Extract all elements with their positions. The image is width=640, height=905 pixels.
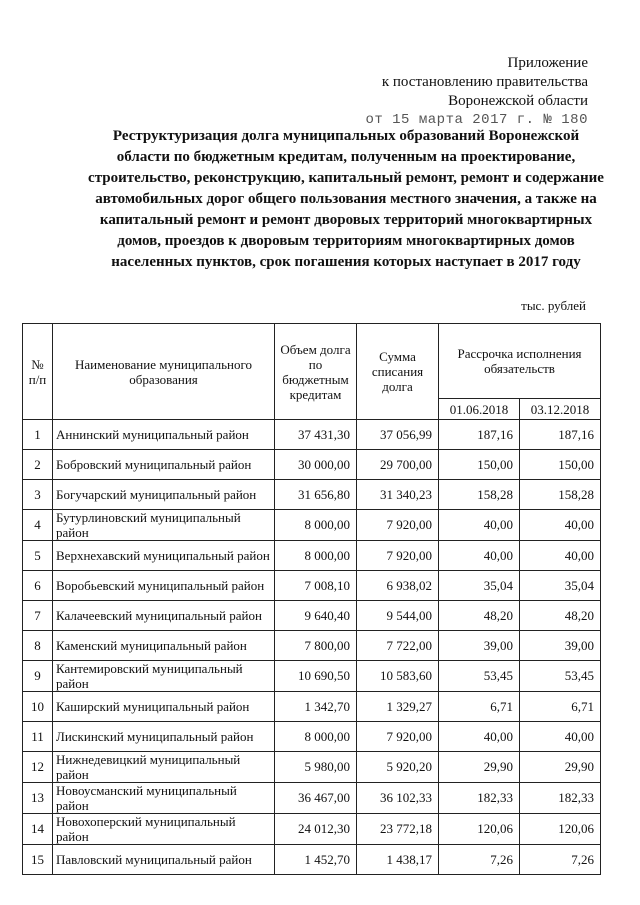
table-row	[23, 571, 601, 601]
installment-date-1: 150,00	[439, 450, 520, 480]
table-row	[23, 480, 601, 510]
table-row	[23, 420, 601, 450]
debt-amount: 1 342,70	[275, 692, 357, 722]
row-number: 7	[23, 601, 53, 631]
installment-date-1: 48,20	[439, 601, 520, 631]
table-row	[23, 692, 601, 722]
table-row	[23, 722, 601, 752]
writeoff-amount: 5 920,20	[357, 752, 439, 783]
debt-amount: 8 000,00	[275, 722, 357, 752]
writeoff-amount: 7 920,00	[357, 510, 439, 541]
units-label: тыс. рублей	[521, 298, 586, 313]
writeoff-amount: 37 056,99	[357, 420, 439, 450]
appendix-header	[365, 54, 588, 130]
municipality-name: Каменский муниципальный район	[53, 631, 275, 661]
installment-date-1: 35,04	[439, 571, 520, 601]
debt-amount: 30 000,00	[275, 450, 357, 480]
row-number: 10	[23, 692, 53, 722]
installment-date-1: 53,45	[439, 661, 520, 692]
row-number: 5	[23, 541, 53, 571]
table-row	[23, 541, 601, 571]
table-header-row	[23, 324, 601, 399]
debt-amount: 24 012,30	[275, 814, 357, 845]
installment-date-1: 182,33	[439, 783, 520, 814]
municipality-name: Новохоперский муниципальный район	[53, 814, 275, 845]
table-row	[23, 661, 601, 692]
header-writeoff: Сумма списания долга	[357, 324, 439, 420]
installment-date-2: 182,33	[520, 783, 601, 814]
writeoff-amount: 7 920,00	[357, 722, 439, 752]
table-body	[23, 420, 601, 875]
header-date-2: 03.12.2018	[520, 399, 601, 420]
municipality-name: Бобровский муниципальный район	[53, 450, 275, 480]
appendix-label: Приложение	[507, 55, 588, 71]
row-number: 11	[23, 722, 53, 752]
writeoff-amount: 7 920,00	[357, 541, 439, 571]
row-number: 4	[23, 510, 53, 541]
appendix-resolution: к постановлению правительства	[381, 74, 588, 90]
installment-date-1: 29,90	[439, 752, 520, 783]
installment-date-2: 29,90	[520, 752, 601, 783]
table-row	[23, 510, 601, 541]
installment-date-2: 7,26	[520, 845, 601, 875]
installment-date-1: 40,00	[439, 722, 520, 752]
municipality-name: Нижнедевицкий муниципальный район	[53, 752, 275, 783]
municipality-name: Воробьевский муниципальный район	[53, 571, 275, 601]
document-title: Реструктуризация долга муниципальных образований Воронежской области по бюджетным кредитам, полученным на проектирование, строительство, реконструкцию, капитальный ремонт, ремонт и содержание автомобильных дорог общего пользования местного значения, а также на капитальный ремонт и ремонт дворовых территорий многоквартирных домов, проездов к дворовым территориям многоквартирных домов населенных пунктов, срок погашения которых наступает в 2017 году	[88, 128, 604, 270]
row-number: 3	[23, 480, 53, 510]
municipality-name: Новоусманский муниципальный район	[53, 783, 275, 814]
installment-date-1: 6,71	[439, 692, 520, 722]
installment-date-2: 150,00	[520, 450, 601, 480]
installment-date-2: 6,71	[520, 692, 601, 722]
installment-date-1: 187,16	[439, 420, 520, 450]
header-installment: Рассрочка исполнения обязательств	[439, 324, 601, 399]
municipality-name: Калачеевский муниципальный район	[53, 601, 275, 631]
debt-amount: 36 467,00	[275, 783, 357, 814]
table-row	[23, 631, 601, 661]
debt-amount: 7 800,00	[275, 631, 357, 661]
header-date-1: 01.06.2018	[439, 399, 520, 420]
installment-date-2: 40,00	[520, 541, 601, 571]
resolution-date-stamp: от 15 марта 2017 г. № 180	[365, 112, 588, 128]
row-number: 8	[23, 631, 53, 661]
writeoff-amount: 7 722,00	[357, 631, 439, 661]
row-number: 2	[23, 450, 53, 480]
table-row	[23, 601, 601, 631]
table-row	[23, 752, 601, 783]
row-number: 15	[23, 845, 53, 875]
municipality-name: Лискинский муниципальный район	[53, 722, 275, 752]
debt-amount: 10 690,50	[275, 661, 357, 692]
installment-date-2: 40,00	[520, 510, 601, 541]
writeoff-amount: 10 583,60	[357, 661, 439, 692]
municipality-name: Кантемировский муниципальный район	[53, 661, 275, 692]
installment-date-2: 158,28	[520, 480, 601, 510]
writeoff-amount: 31 340,23	[357, 480, 439, 510]
row-number: 1	[23, 420, 53, 450]
header-debt: Объем долга по бюджетным кредитам	[275, 324, 357, 420]
installment-date-2: 53,45	[520, 661, 601, 692]
installment-date-2: 120,06	[520, 814, 601, 845]
writeoff-amount: 1 329,27	[357, 692, 439, 722]
debt-amount: 8 000,00	[275, 541, 357, 571]
installment-date-1: 158,28	[439, 480, 520, 510]
debt-restructuring-table	[22, 323, 601, 875]
debt-amount: 37 431,30	[275, 420, 357, 450]
header-num: № п/п	[23, 324, 53, 420]
debt-amount: 31 656,80	[275, 480, 357, 510]
municipality-name: Бутурлиновский муниципальный район	[53, 510, 275, 541]
row-number: 13	[23, 783, 53, 814]
municipality-name: Верхнехавский муниципальный район	[53, 541, 275, 571]
row-number: 12	[23, 752, 53, 783]
writeoff-amount: 9 544,00	[357, 601, 439, 631]
row-number: 14	[23, 814, 53, 845]
installment-date-2: 40,00	[520, 722, 601, 752]
installment-date-1: 40,00	[439, 510, 520, 541]
writeoff-amount: 29 700,00	[357, 450, 439, 480]
municipality-name: Богучарский муниципальный район	[53, 480, 275, 510]
debt-amount: 5 980,00	[275, 752, 357, 783]
installment-date-1: 7,26	[439, 845, 520, 875]
municipality-name: Павловский муниципальный район	[53, 845, 275, 875]
appendix-region: Воронежской области	[448, 93, 588, 109]
debt-amount: 7 008,10	[275, 571, 357, 601]
writeoff-amount: 1 438,17	[357, 845, 439, 875]
installment-date-2: 35,04	[520, 571, 601, 601]
row-number: 6	[23, 571, 53, 601]
installment-date-2: 48,20	[520, 601, 601, 631]
table-row	[23, 783, 601, 814]
installment-date-2: 39,00	[520, 631, 601, 661]
debt-amount: 1 452,70	[275, 845, 357, 875]
municipality-name: Каширский муниципальный район	[53, 692, 275, 722]
table-row	[23, 450, 601, 480]
installment-date-1: 40,00	[439, 541, 520, 571]
writeoff-amount: 6 938,02	[357, 571, 439, 601]
debt-amount: 8 000,00	[275, 510, 357, 541]
row-number: 9	[23, 661, 53, 692]
table-row	[23, 814, 601, 845]
installment-date-1: 39,00	[439, 631, 520, 661]
installment-date-1: 120,06	[439, 814, 520, 845]
writeoff-amount: 23 772,18	[357, 814, 439, 845]
table-row	[23, 845, 601, 875]
municipality-name: Аннинский муниципальный район	[53, 420, 275, 450]
debt-amount: 9 640,40	[275, 601, 357, 631]
header-name: Наименование муниципального образования	[53, 324, 275, 420]
installment-date-2: 187,16	[520, 420, 601, 450]
writeoff-amount: 36 102,33	[357, 783, 439, 814]
